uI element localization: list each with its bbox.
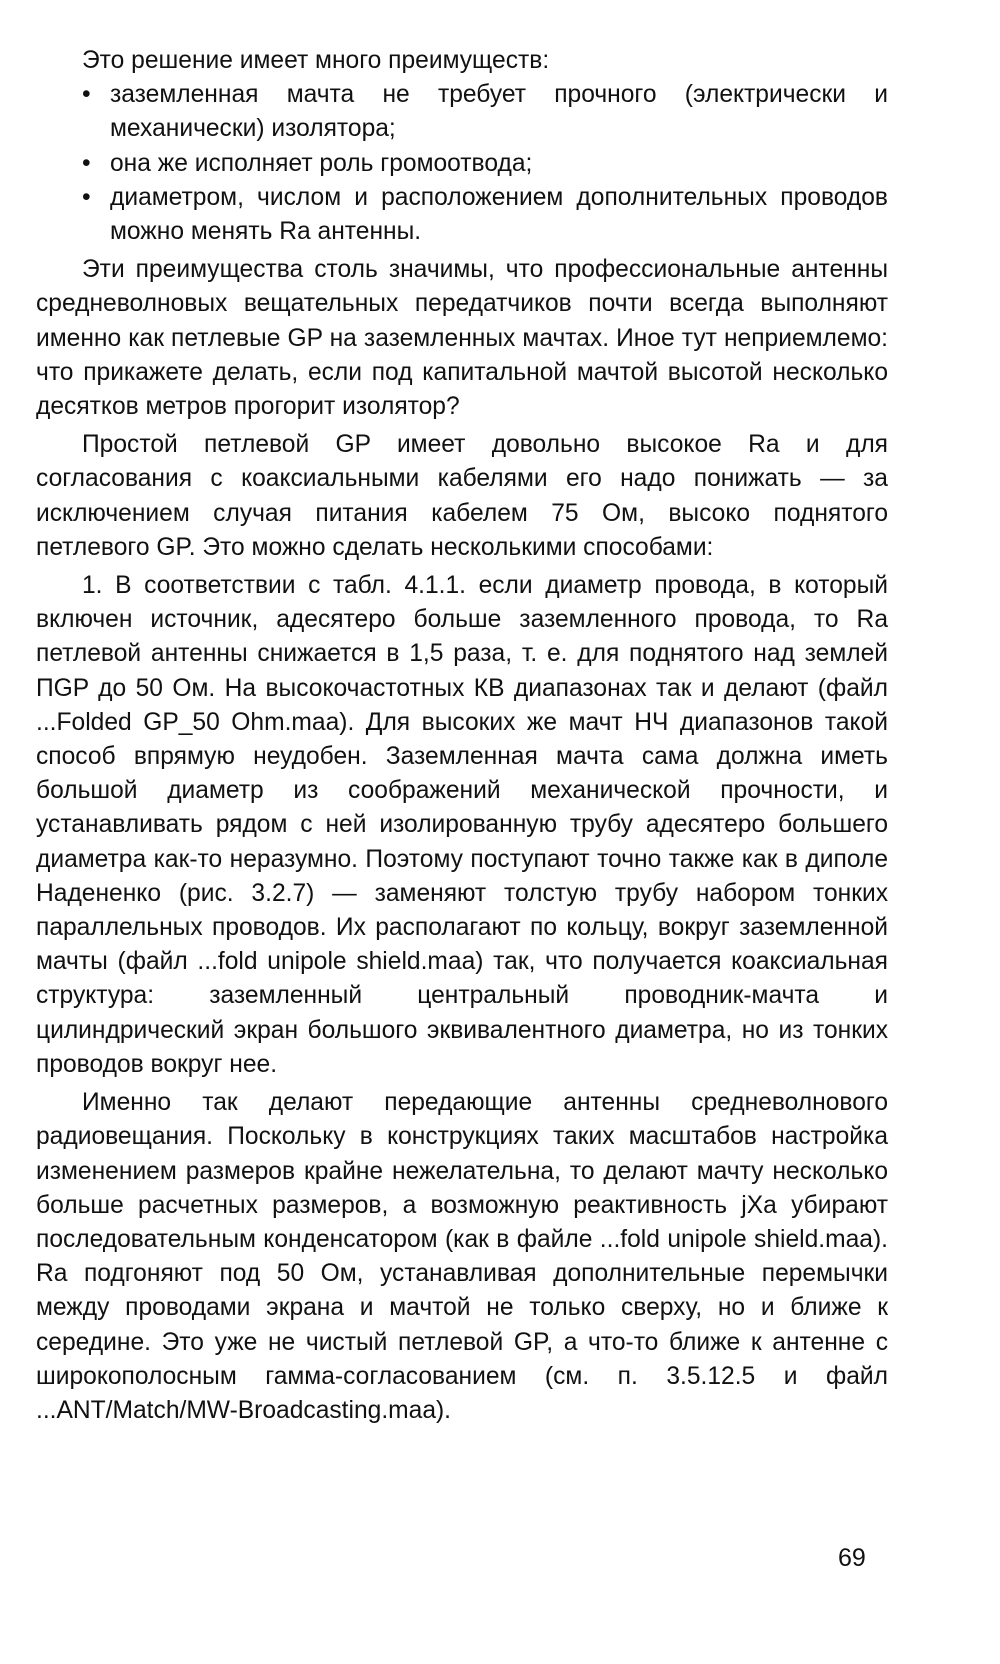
- page-body: [36, 44, 888, 1428]
- paragraph: Простой петлевой GP имеет довольно высокое Ra и для согласования с коаксиальными кабелями его надо понижать — за исключением случая питания кабелем 75 Ом, высоко поднятого петлевого GP. Это можно сделать несколькими способами:: [36, 431, 888, 561]
- paragraph: Эти преимущества столь значимы, что профессиональные антенны средневолновых вещательных передатчиков почти всегда выполняют именно как петлевые GP на заземленных мачтах. Иное тут неприемлемо: что прикажете делать, если под капитальной мачтой высотой несколько десятков метров прогорит изолятор?: [36, 256, 888, 421]
- advantages-list: [36, 78, 888, 249]
- intro-line: Это решение имеет много преимуществ:: [82, 47, 550, 74]
- paragraph: 1. В соответствии с табл. 4.1.1. если диаметр провода, в который включен источник, адесятеро больше заземленного провода, то Ra петлевой антенны снижается в 1,5 раза, т. е. для поднятого над землей ПGP до 50 Ом. На высокочастотных КВ диапазонах так и делают (файл ...Folded GP_50 Ohm.maa). Для высоких же мачт НЧ диапазонов такой способ впрямую неудобен. Заземленная мачта сама должна иметь большой диаметр из соображений механической прочности, и устанавливать рядом с ней изолированную трубу адесятеро большего диаметра как-то неразумно. Поэтому поступают точно также как в диполе Надененко (рис. 3.2.7) — заменяют толстую трубу набором тонких параллельных проводов. Их располагают по кольцу, вокруг заземленной мачты (файл ...fold unipole shield.maa) так, что получается коаксиальная структура: заземленный центральный проводник-мачта и цилиндрический экран большого эквивалентного диаметра, но из тонких проводов вокруг нее.: [36, 572, 888, 1078]
- list-item: • она же исполняет роль громоотвода;: [82, 147, 888, 181]
- list-item: • заземленная мачта не требует прочного (электрически и механически) изолятора;: [82, 78, 888, 146]
- list-item: • диаметром, числом и расположением дополнительных проводов можно менять Ra антенны.: [82, 181, 888, 249]
- paragraph: Именно так делают передающие антенны средневолнового радиовещания. Поскольку в конструкциях таких масштабов настройка изменением размеров крайне нежелательна, то делают мачту несколько больше расчетных размеров, а возможную реактивность jXa убирают последовательным конденсатором (как в файле ...fold unipole shield.maa). Ra подгоняют под 50 Ом, устанавливая дополнительные перемычки между проводами экрана и мачтой не только сверху, но и ближе к середине. Это уже не чистый петлевой GP, а что-то ближе к антенне с широкополосным гамма-согласованием (см. п. 3.5.12.5 и файл ...ANT/Match/MW-Broadcasting.maa).: [36, 1089, 888, 1424]
- page-number: 69: [838, 1544, 866, 1572]
